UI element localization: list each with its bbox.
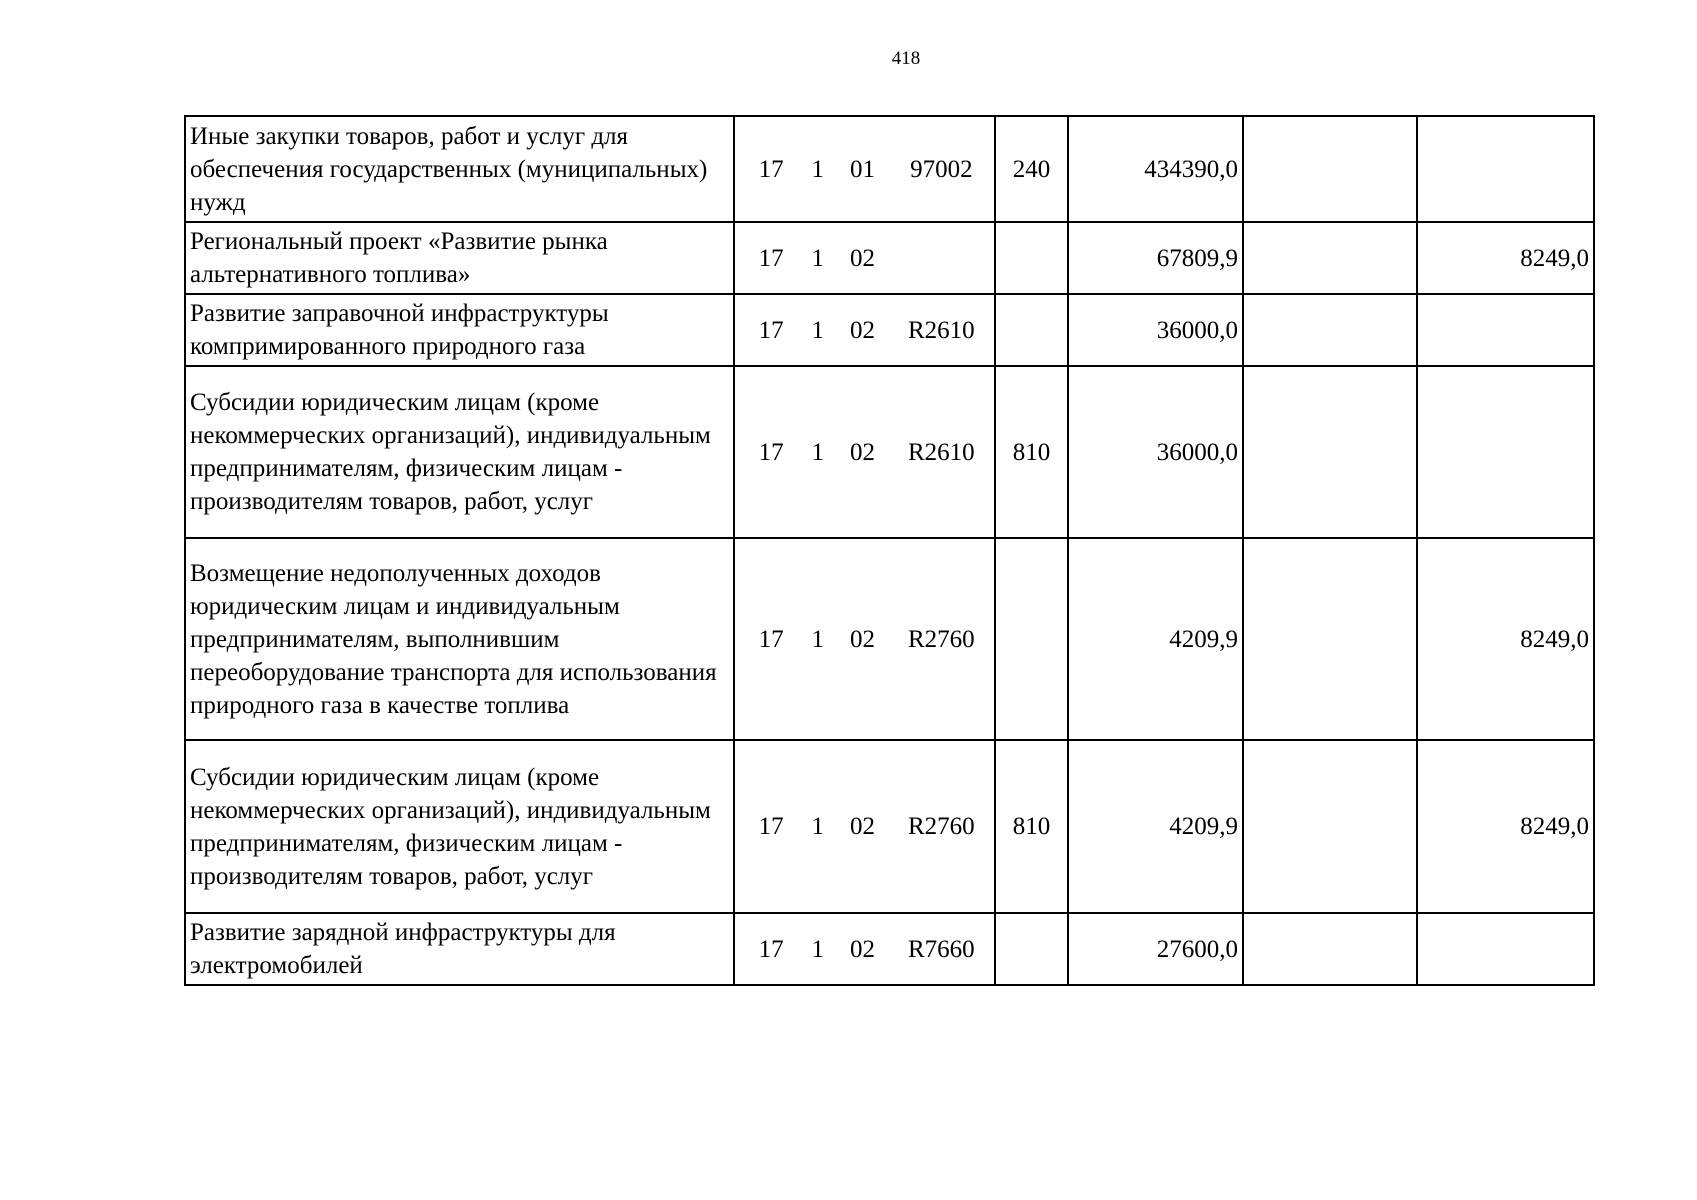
amount-other (1417, 116, 1594, 222)
table-row (185, 116, 1594, 222)
amount-other (1417, 294, 1594, 366)
program-code: 17 (758, 935, 784, 963)
table-row (185, 538, 1594, 740)
program-code: 17 (758, 813, 784, 840)
table-row (185, 222, 1594, 294)
expense-type (995, 538, 1068, 740)
subprogram-code: 1 (811, 155, 825, 183)
amount-federal (1243, 913, 1417, 985)
program-code: 17 (758, 244, 784, 272)
program-code: 17 (758, 316, 784, 344)
table-row (185, 366, 1594, 538)
expense-type: 810 (995, 366, 1068, 538)
main-event-code: 02 (850, 625, 876, 653)
direction-code: R2760 (908, 625, 975, 653)
amount-total: 4209,9 (1068, 538, 1243, 740)
row-code (734, 294, 995, 366)
direction-code: R2610 (908, 316, 975, 344)
amount-other (1417, 913, 1594, 985)
direction-code: R7660 (908, 935, 975, 963)
budget-table (184, 115, 1595, 986)
amount-other (1417, 366, 1594, 538)
amount-federal (1243, 740, 1417, 913)
row-name: Развитие зарядной инфраструктуры для электромобилей (185, 913, 734, 985)
amount-federal (1243, 538, 1417, 740)
main-event-code: 02 (850, 316, 876, 344)
expense-type: 240 (995, 116, 1068, 222)
amount-total: 36000,0 (1068, 366, 1243, 538)
main-event-code: 02 (850, 935, 876, 963)
program-code: 17 (758, 155, 784, 183)
row-name: Развитие заправочной инфраструктуры компримированного природного газа (185, 294, 734, 366)
subprogram-code: 1 (811, 316, 825, 344)
subprogram-code: 1 (811, 244, 825, 272)
row-name: Субсидии юридическим лицам (кроме некоммерческих организаций), индивидуальным предпринимателям, физическим лицам - производителям товаров, работ, услуг (185, 366, 734, 538)
table-row (185, 740, 1594, 913)
table-row (185, 913, 1594, 985)
program-code: 17 (758, 625, 784, 653)
direction-code: R2760 (908, 813, 975, 840)
amount-total: 67809,9 (1068, 222, 1243, 294)
amount-other: 8249,0 (1417, 222, 1594, 294)
expense-type: 810 (995, 740, 1068, 913)
row-code (734, 538, 995, 740)
subprogram-code: 1 (811, 813, 825, 840)
subprogram-code: 1 (811, 625, 825, 653)
direction-code: R2610 (908, 438, 975, 466)
main-event-code: 02 (850, 244, 876, 272)
amount-federal (1243, 116, 1417, 222)
subprogram-code: 1 (811, 935, 825, 963)
expense-type (995, 294, 1068, 366)
row-code (734, 740, 995, 913)
row-name: Региональный проект «Развитие рынка альтернативного топлива» (185, 222, 734, 294)
page-number: 418 (891, 48, 921, 69)
row-name: Иные закупки товаров, работ и услуг для обеспечения государственных (муниципальных) нужд (185, 116, 734, 222)
row-name: Субсидии юридическим лицам (кроме некоммерческих организаций), индивидуальным предпринимателям, физическим лицам - производителям товаров, работ, услуг (185, 740, 734, 913)
expense-type (995, 913, 1068, 985)
amount-other: 8249,0 (1417, 538, 1594, 740)
main-event-code: 02 (850, 438, 876, 466)
row-code (734, 366, 995, 538)
amount-total: 4209,9 (1068, 740, 1243, 913)
main-event-code: 01 (850, 155, 876, 183)
row-code (734, 913, 995, 985)
row-code (734, 222, 995, 294)
amount-total: 36000,0 (1068, 294, 1243, 366)
amount-other: 8249,0 (1417, 740, 1594, 913)
amount-federal (1243, 366, 1417, 538)
row-name: Возмещение недополученных доходов юридическим лицам и индивидуальным предпринимателям, выполнившим переоборудование транспорта для использования природного газа в качестве топлива (185, 538, 734, 740)
main-event-code: 02 (850, 813, 876, 840)
amount-total: 27600,0 (1068, 913, 1243, 985)
table-row (185, 294, 1594, 366)
direction-code: 97002 (910, 155, 973, 183)
row-code (734, 116, 995, 222)
subprogram-code: 1 (811, 438, 825, 466)
amount-federal (1243, 222, 1417, 294)
amount-total: 434390,0 (1068, 116, 1243, 222)
program-code: 17 (758, 438, 784, 466)
amount-federal (1243, 294, 1417, 366)
expense-type (995, 222, 1068, 294)
